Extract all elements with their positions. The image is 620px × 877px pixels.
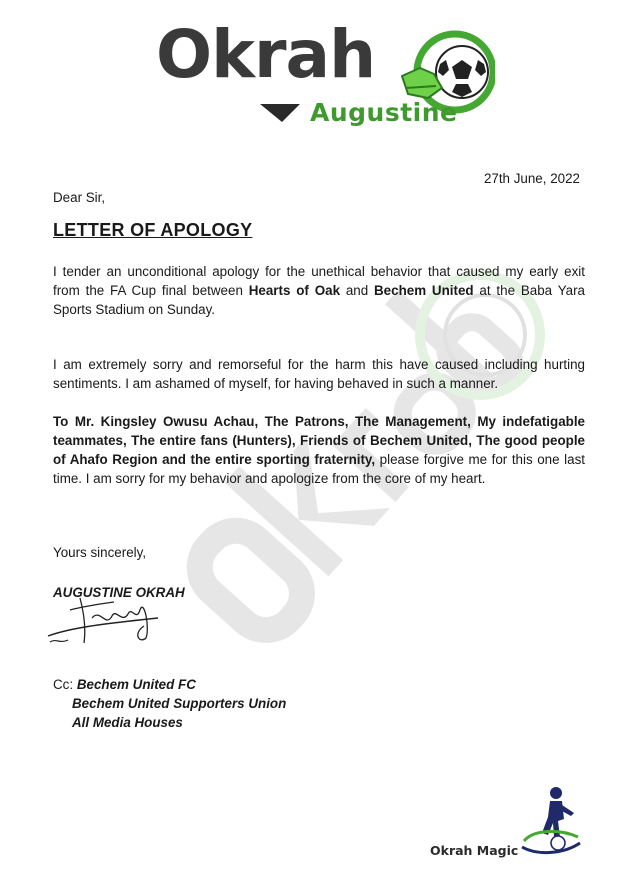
footer-brand-label: Okrah Magic — [430, 843, 519, 858]
letter-subject: LETTER OF APOLOGY — [53, 220, 253, 240]
header-logo — [150, 18, 495, 136]
footer-player-logo — [520, 785, 582, 857]
letter-closing: Yours sincerely, — [53, 545, 147, 560]
cc-item: All Media Houses — [72, 715, 183, 730]
para1-team-1: Hearts of Oak — [248, 283, 341, 298]
cc-item: Bechem United Supporters Union — [72, 696, 287, 711]
cc-row-1 — [53, 675, 286, 694]
logo-subtitle: Augustine — [310, 98, 458, 127]
cc-item: Bechem United FC — [76, 677, 196, 692]
para1-text-1: I tender an unconditional apology for the unethical behavior that caused my early exit from the FA Cup final between — [53, 264, 585, 298]
handwritten-signature — [40, 588, 170, 648]
letter-date: 27th June, 2022 — [483, 171, 580, 186]
letter-salutation: Dear Sir, — [53, 190, 106, 205]
letter-paragraph-2: I am extremely sorry and remorseful for the harm this have caused including hurting sentiments. I am ashamed of myself, for having behaved in such a manner. — [53, 357, 585, 391]
logo-swoosh-shape — [260, 104, 300, 122]
para3-text: please forgive me for this one last time. I am sorry for my behavior and apologize from the core of my heart. — [53, 452, 585, 486]
para1-text-2: and — [340, 283, 375, 298]
letter-paragraph-3 — [53, 412, 585, 488]
logo-wordmark: Okrah — [156, 16, 376, 93]
cc-list — [53, 675, 286, 732]
letter-paragraph-1 — [53, 262, 585, 319]
cc-label: Cc: — [53, 677, 74, 692]
signer-name: AUGUSTINE OKRAH — [53, 585, 185, 600]
para3-addressees: To Mr. Kingsley Owusu Achau, The Patrons, The Management, My indefatigable teammates, The entire fans (Hunters), Friends of Bechem United, The good people of Ahafo Region and the entire sporting fraternity, — [53, 414, 585, 467]
para1-text-3: at the Baba Yara Sports Stadium on Sunday. — [53, 283, 585, 317]
para1-team-2: Bechem United — [374, 283, 474, 298]
